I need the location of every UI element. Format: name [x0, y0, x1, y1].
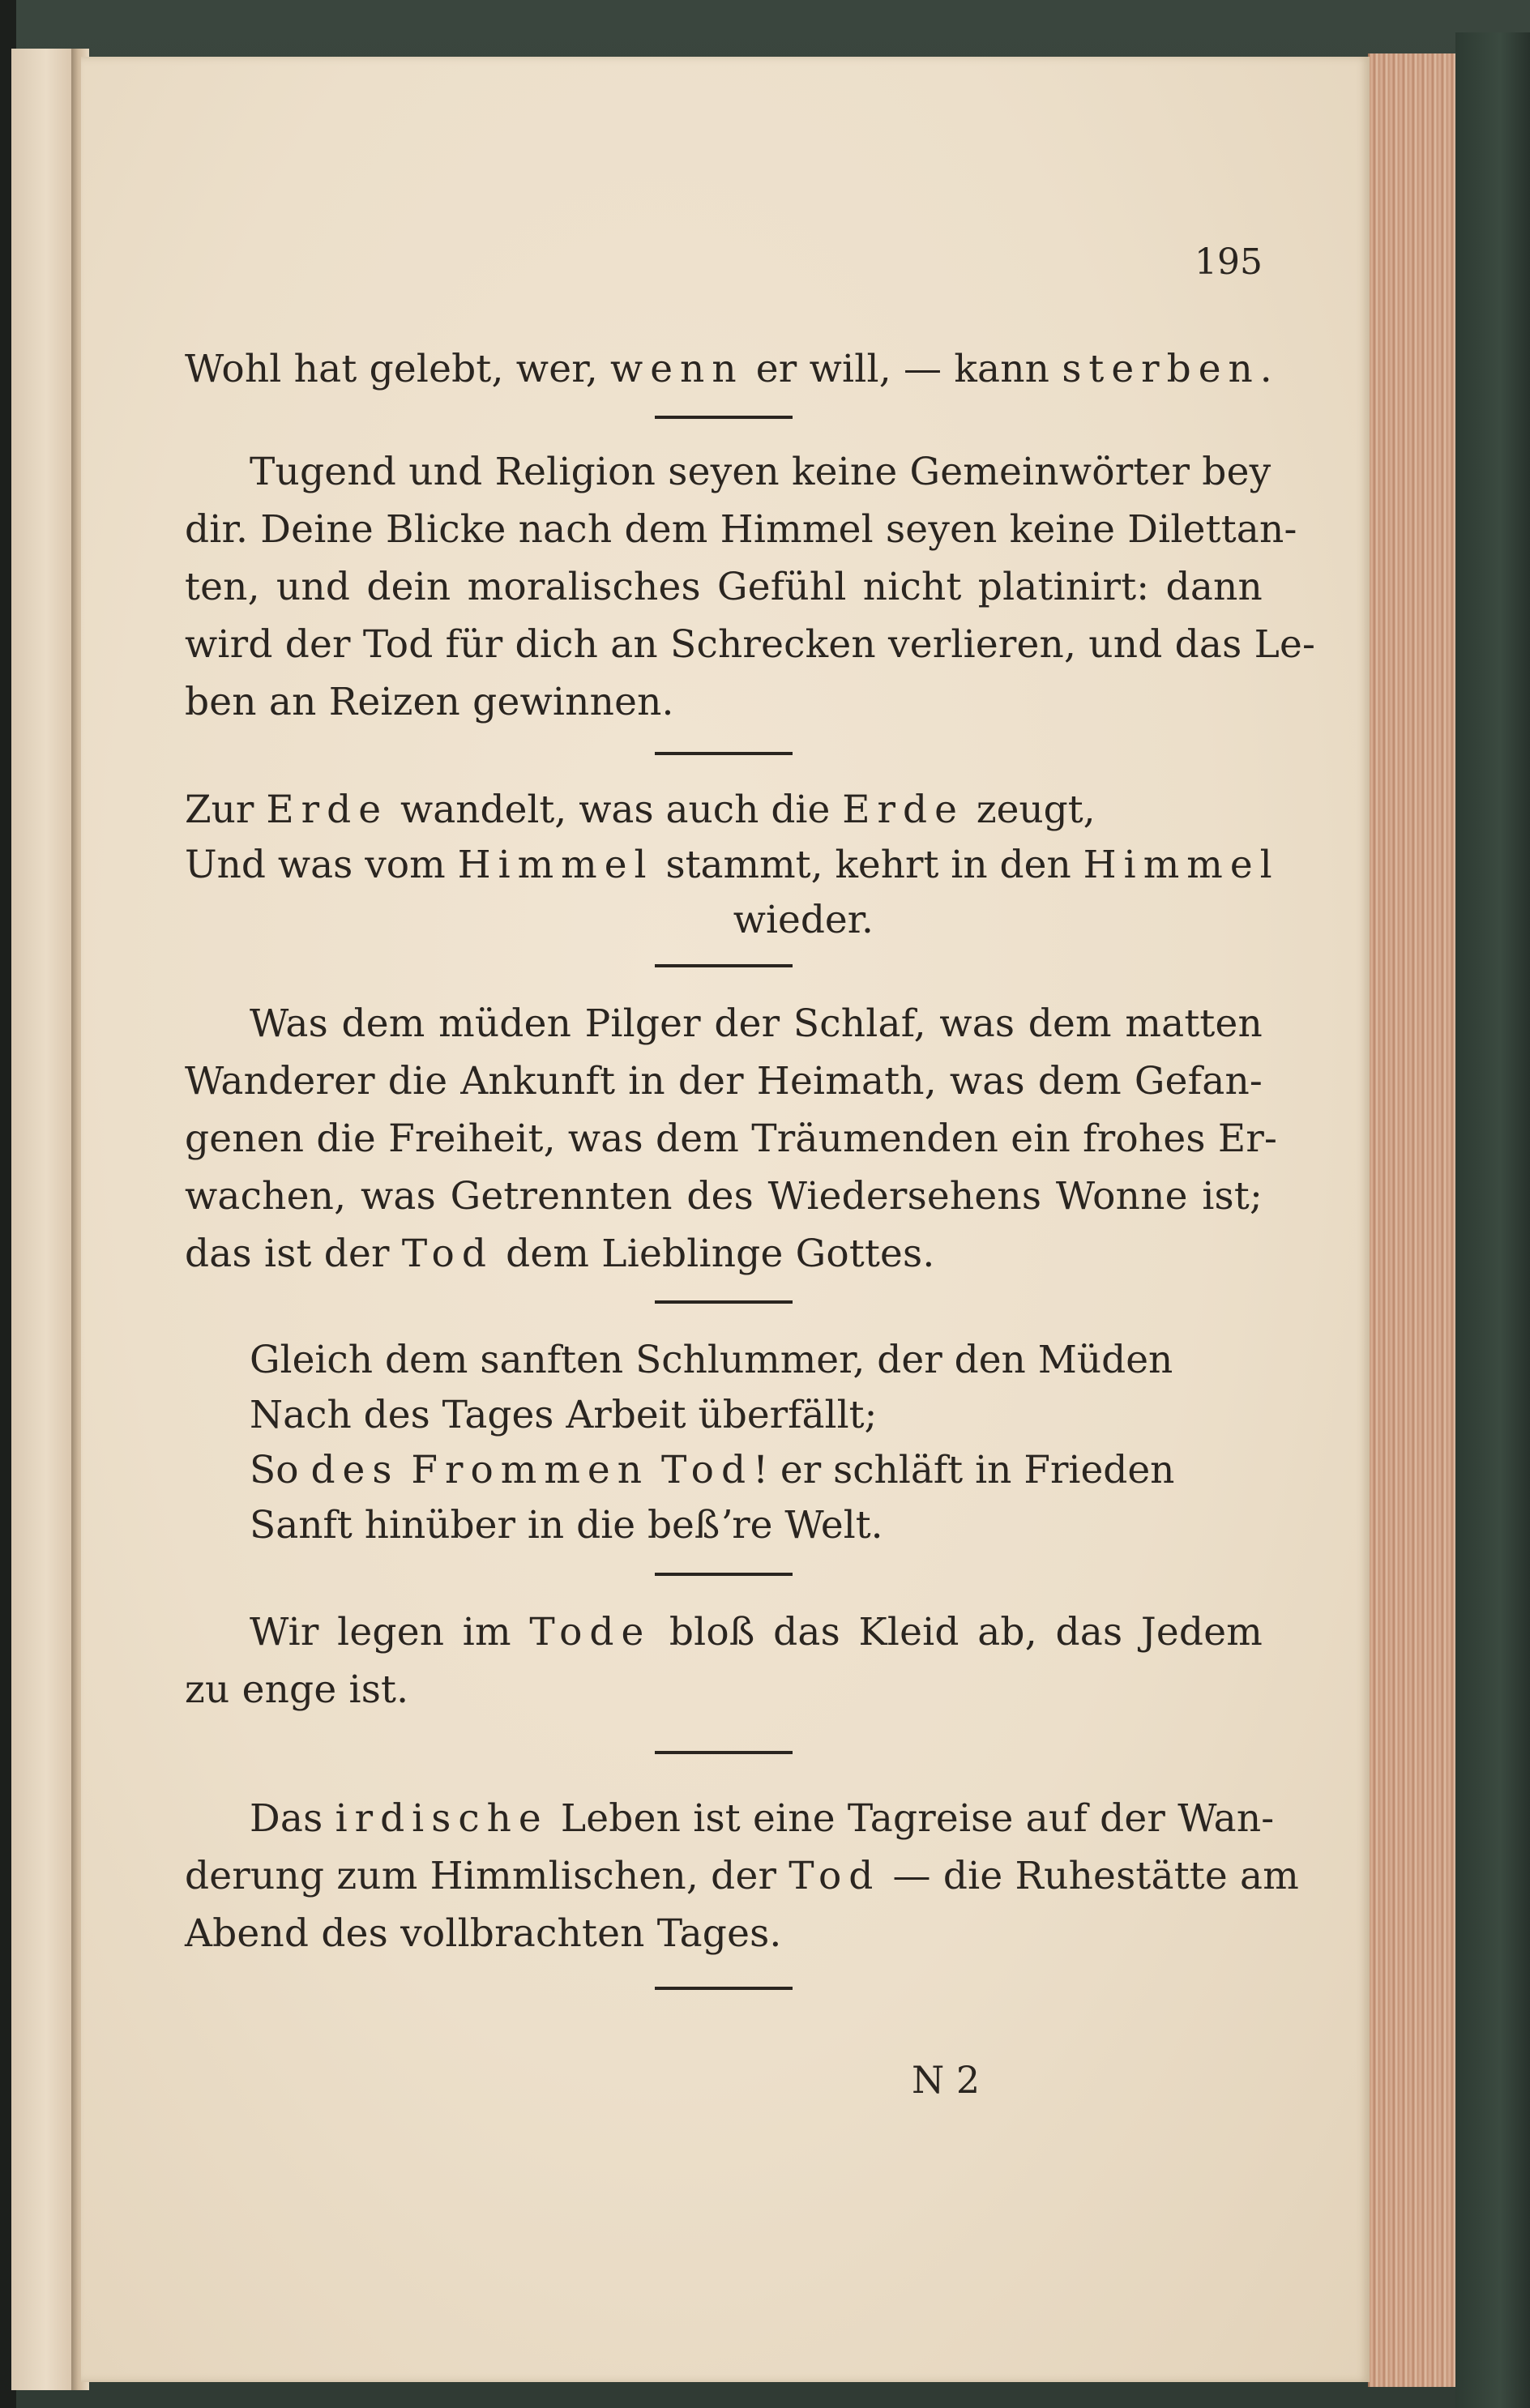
spaced-word: Himmel: [457, 843, 654, 887]
paragraph-line: [185, 1790, 1275, 1847]
text-run: ! er schläft in Frieden: [753, 1448, 1175, 1492]
text-run: bloß das Kleid ab, das Jedem: [651, 1610, 1263, 1654]
paragraph-line: zu enge ist.: [185, 1667, 409, 1712]
section-divider: [655, 1751, 793, 1754]
page-stack-edges: [1368, 53, 1460, 2387]
spaced-word: Erde: [842, 788, 964, 832]
spaced-word: des: [310, 1448, 400, 1492]
spaced-word: Tode: [529, 1610, 652, 1654]
text-run: derung zum Himmlischen, der: [185, 1854, 789, 1898]
text-run: zeugt,: [964, 788, 1096, 832]
section-divider: [655, 416, 793, 419]
page-body: [185, 235, 1316, 1990]
text-run: dem Lieblinge Gottes.: [493, 1232, 935, 1276]
paragraph-line: Tugend und Religion seyen keine Gemeinwörter bey: [250, 450, 1271, 494]
verse-line: Sanft hinüber in die beßʼre Welt.: [250, 1503, 883, 1548]
aphorism-5: [185, 1790, 1300, 1962]
text-run: Das: [250, 1796, 335, 1841]
book-page: [81, 57, 1370, 2382]
spaced-word: sterben: [1062, 347, 1260, 391]
aphorism-4: [185, 1603, 1263, 1718]
verse-line: [250, 1443, 1263, 1498]
text-run: Wohl hat gelebt, wer,: [185, 347, 611, 391]
page-number: 195: [1195, 241, 1263, 283]
section-divider: [655, 1300, 793, 1304]
spaced-word: wenn: [610, 347, 744, 391]
facing-page-edge: [11, 49, 76, 2390]
text-run: Wir legen im: [250, 1610, 530, 1654]
verse-line: [185, 783, 1263, 838]
paragraph-line: [185, 1603, 1263, 1661]
spaced-word: Tod: [660, 1448, 754, 1492]
spaced-word: Erde: [266, 788, 389, 832]
paragraph-line: Was dem müden Pilger der Schlaf, was dem matten: [250, 1001, 1263, 1046]
paragraph-line: wird der Tod für dich an Schrecken verlieren, und das Le-: [185, 622, 1316, 667]
text-run: wandelt, was auch die: [388, 788, 843, 832]
paragraph-line: Wanderer die Ankunft in der Heimath, was dem Gefan-: [185, 1059, 1263, 1104]
paragraph-line: ben an Reizen gewinnen.: [185, 680, 674, 724]
paragraph-line: Abend des vollbrachten Tages.: [185, 1911, 782, 1956]
verse-1: [185, 783, 1280, 948]
text-run: So: [250, 1448, 311, 1492]
spaced-word: Frommen: [411, 1448, 650, 1492]
spaced-word: Tod: [789, 1854, 881, 1898]
verse-line: wieder.: [733, 898, 874, 942]
paragraph-line: dir. Deine Blicke nach dem Himmel seyen keine Dilettan-: [185, 507, 1297, 552]
text-run: stammt, kehrt in den: [653, 843, 1083, 887]
paragraph-line: [185, 1225, 1263, 1283]
verse-line: [185, 838, 1280, 893]
text-run: das ist der: [185, 1232, 402, 1276]
text-run: — die Ruhestätte am: [880, 1854, 1300, 1898]
verse-line: Gleich dem sanften Schlummer, der den Müden: [250, 1338, 1173, 1382]
cover-board: [1455, 32, 1530, 2408]
text-run: Zur: [185, 788, 267, 832]
text-run: .: [1259, 347, 1272, 391]
paragraph-line: wachen, was Getrennten des Wiedersehens Wonne ist;: [185, 1174, 1263, 1219]
section-divider: [655, 1987, 793, 1990]
text-run: Leben ist eine Tagreise auf der Wan-: [548, 1796, 1275, 1841]
aphorism-1: [185, 340, 1272, 398]
text-run: [649, 1448, 661, 1492]
spaced-word: Himmel: [1083, 843, 1280, 887]
section-divider: [655, 964, 793, 967]
paragraph-line: ten, und dein moralisches Gefühl nicht platinirt: dann: [185, 565, 1263, 609]
text-run: [399, 1448, 411, 1492]
text-run: er will, — kann: [743, 347, 1062, 391]
text-run: Und was vom: [185, 843, 458, 887]
signature-mark: N 2: [912, 2058, 981, 2102]
spaced-word: Tod: [401, 1232, 494, 1276]
paragraph-line: genen die Freiheit, was dem Träumenden ein frohes Er-: [185, 1116, 1278, 1161]
verse-2: [185, 1333, 1263, 1553]
aphorism-3: [185, 995, 1278, 1283]
paragraph-line: [185, 1847, 1300, 1905]
aphorism-2: [185, 443, 1316, 731]
spaced-word: irdische: [335, 1796, 549, 1841]
section-divider: [655, 1573, 793, 1576]
verse-line: Nach des Tages Arbeit überfällt;: [250, 1393, 878, 1437]
section-divider: [655, 752, 793, 755]
